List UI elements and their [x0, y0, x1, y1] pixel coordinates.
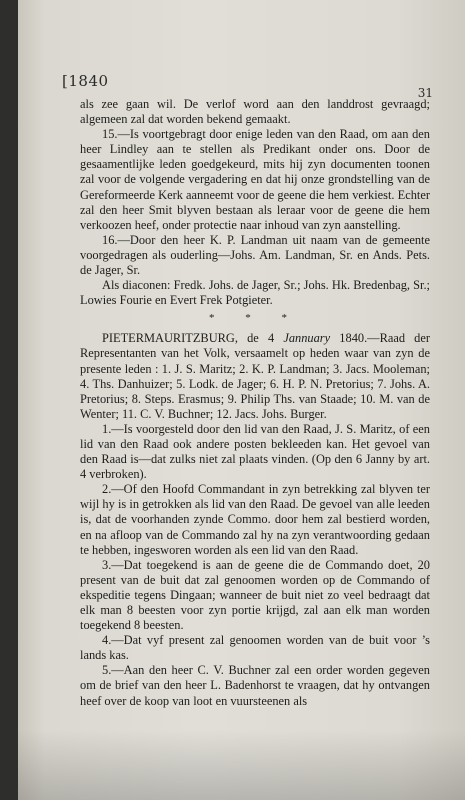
paragraph-article-15: 15.—Is voortgebragt door enige leden van den Raad, om aan den heer Lindley aan te stellen als Predikant onder ons. Door de gesaamentlijke leden goedgekeurd, mits hij zyn documenten toonen zal voor de volgende vergadering en dat hij onze grondstelling van de Gereformeerde Kerk aanneemt voor de geene die hem verkiest. Echter zal den heer Smit blyven bestaan als leraar voor de geene die hem verkoozen heef, onder protectie naar inhoud van zyn aanstelling. [80, 127, 430, 232]
page-number: 31 [417, 86, 433, 100]
paragraph-article-2: 2.—Of den Hoofd Commandant in zyn betrekking zal blyven ter wijl hy is in getrokken als lid van den Raad. De gevoel van alle leeden is, dat de voorhanden zynde Commo. door hem zal bestierd worden, en na afloop van de Commando zal hy na zyn verantwoording gedaan te hebben, ingesworen worden als een lid van den Raad. [80, 482, 430, 557]
date-prefix: de 4 [237, 331, 284, 346]
page-bottom-shadow [18, 730, 465, 800]
place-name: PIETERMAURITZBURG, [102, 331, 238, 346]
book-page [18, 0, 465, 800]
section-intro-text: 1840.—Raad der Representanten van het Volk, versaamelt op heden waar van zyn de presente leden : 1. J. S. Maritz; 2. K. P. Landman; 3. Jacs. Mooleman; 4. Ths. Danhuizer; 5. Lodk. de Jager; 6. H. P. N. Pretorius; 7. Johs. A. Pretorius; 8. Steps. Erasmus; 9. Philip Ths. van Staade; 10. M. van de Wenter; 11. C. V. Buchner; 12. Jacs. Johs. Burger. [80, 331, 431, 421]
paragraph-article-4: 4.—Dat vyf present zal genoomen worden van de buit voor ’s lands kas. [80, 633, 430, 663]
page-body [80, 97, 430, 709]
paragraph-article-16: 16.—Door den heer K. P. Landman uit naam van de gemeente voorgedragen als ouderling—Johs. Am. Landman, Sr. en Ands. Pets. de Jager, Sr. [80, 232, 430, 278]
paragraph-diaconen: Als diaconen: Fredk. Johs. de Jager, Sr.; Johs. Hk. Bredenbag, Sr.; Lowies Fourie en Evert Frek Potgieter. [80, 278, 430, 308]
paragraph-article-1: 1.—Is voorgesteld door den lid van den Raad, J. S. Maritz, of een lid van den Raad ook andere posten bekleeden kan. Het gevoel van den Raad is—dat zulks niet zal plaats vinden. (Op den 6 Janny by art. 4 verbroken). [80, 421, 430, 482]
date-month: Jannuary [283, 331, 331, 346]
paragraph-article-3: 3.—Dat toegekend is aan de geene die de Commando doet, 20 present van de buit dat zal genoomen worden op de Commando of ekspeditie tegens Dingaan; wanneer de buit niet zo veel bedraagt dat elk man 8 beesten voor zyn portie krijgd, zal aan elk man worden toegekend 8 beesten. [80, 557, 430, 633]
year-marginal-mark: [1840 [62, 72, 109, 90]
section-separator: * * * [209, 312, 301, 325]
paragraph-continuation: als zee gaan wil. De verlof word aan den landdrost gevraagd; algemeen zal dat worden bekend gemaakt. [80, 97, 430, 127]
section-heading-paragraph [80, 331, 430, 422]
paragraph-article-5: 5.—Aan den heer C. V. Buchner zal een order worden gegeven om de brief van den heer L. Badenhorst te vraagen, dat hy ontvangen heef over de koop van loot en vuursteenen als [80, 663, 430, 708]
